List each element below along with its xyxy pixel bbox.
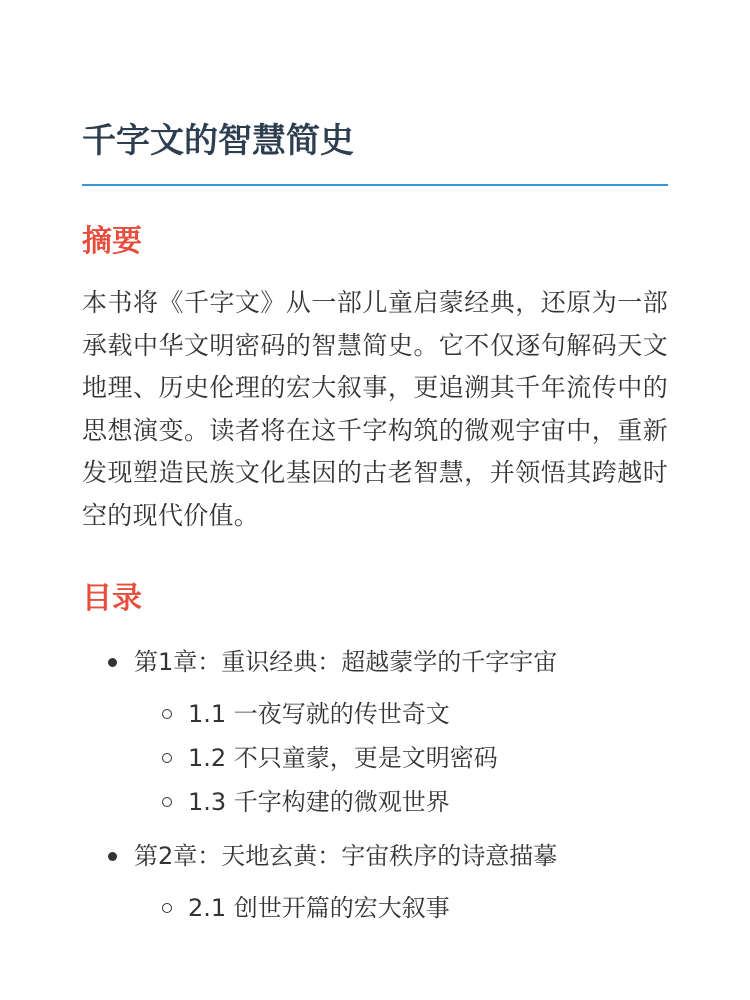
- chapter-label: 第1章：重识经典：超越蒙学的千字宇宙: [134, 648, 558, 676]
- toc-section-list: [134, 891, 668, 925]
- bullet-circle-icon: [162, 797, 172, 807]
- bullet-disc-icon: [108, 658, 117, 667]
- section-label: 2.1 创世开篇的宏大叙事: [188, 894, 450, 922]
- section-label: 1.2 不只童蒙，更是文明密码: [188, 744, 498, 772]
- page-title: 千字文的智慧简史: [82, 121, 354, 161]
- section-label: 1.1 一夜写就的传世奇文: [188, 700, 450, 728]
- toc-section-1-3: [162, 785, 668, 819]
- chapter-label: 第2章：天地玄黄：宇宙秩序的诗意描摹: [134, 842, 558, 870]
- abstract-heading: 摘要: [82, 224, 142, 259]
- abstract-text: 本书将《千字文》从一部儿童启蒙经典，还原为一部承载中华文明密码的智慧简史。它不仅逐句解码天文地理、历史伦理的宏大叙事，更追溯其千年流传中的思想演变。读者将在这千字构筑的微观宇宙中，重新发现塑造民族文化基因的古老智慧，并领悟其跨越时空的现代价值。: [82, 288, 668, 530]
- toc-section-1-2: [162, 741, 668, 775]
- toc-section-2-1: [162, 891, 668, 925]
- toc-chapter-2: [108, 839, 668, 925]
- toc-chapter-1: [108, 645, 668, 819]
- bullet-circle-icon: [162, 709, 172, 719]
- bullet-circle-icon: [162, 753, 172, 763]
- title-divider: [82, 184, 668, 186]
- bullet-circle-icon: [162, 903, 172, 913]
- toc-section-list: [134, 697, 668, 819]
- section-label: 1.3 千字构建的微观世界: [188, 788, 450, 816]
- toc-section-1-1: [162, 697, 668, 731]
- toc-heading: 目录: [82, 581, 142, 616]
- toc-chapter-list: [82, 645, 668, 925]
- bullet-disc-icon: [108, 852, 117, 861]
